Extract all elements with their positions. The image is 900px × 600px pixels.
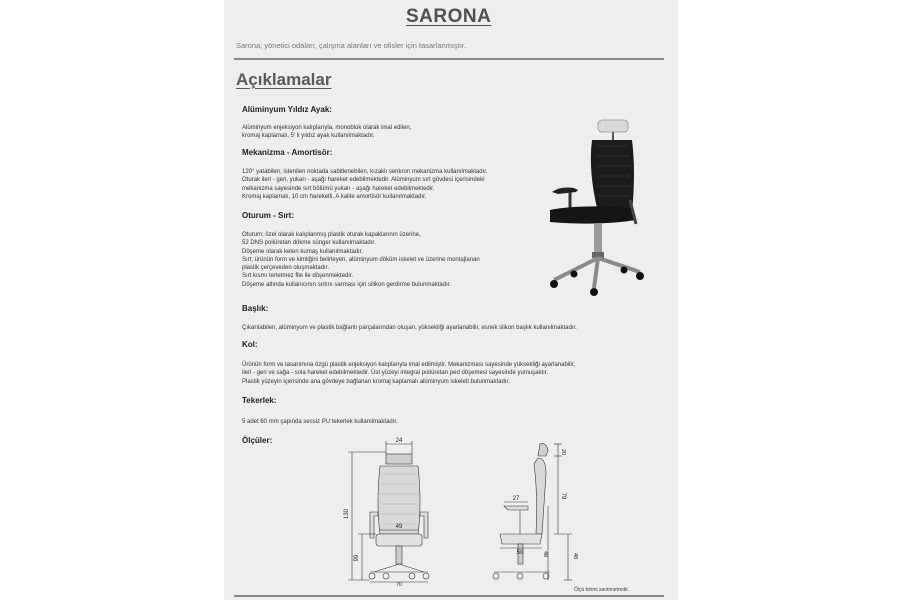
section-title-headrest: Başlık:: [242, 304, 269, 313]
dim-armrest-depth: 27: [512, 496, 520, 502]
section-line: Döşeme olarak keten kumaş kullanılmaktadır.: [242, 248, 364, 255]
side-view-drawing: [480, 434, 590, 586]
dim-arm-height: 48: [542, 550, 548, 558]
section-title-mechanism: Mekanizma - Amortisör:: [242, 148, 333, 157]
document-sheet: [224, 0, 678, 600]
section-line: Ürünün form ve tasarımına özgü plastik enjeksiyon kalıplarıyla imal edilmiştir. Mekanizması sayesinde yüksekliği ayarlanabilir,: [242, 362, 576, 368]
dim-back-height: 79: [560, 492, 566, 500]
dim-seat-width: 49: [395, 524, 403, 530]
section-body-mechanism: [242, 168, 488, 201]
section-line: Oturum; özel olarak kalıplanmış plastik oturak kapaklarının üzerine,: [242, 232, 421, 238]
dim-seat-height: 99: [354, 554, 360, 562]
section-body-casters: [242, 418, 398, 426]
top-divider: [234, 58, 664, 60]
section-body-armrest: [242, 361, 575, 386]
dim-seat-to-floor: 48: [572, 552, 578, 560]
section-line: mekanizma sayesinde sırt bölümü yukarı - aşağı hareket edebilmektedir.: [242, 185, 435, 192]
section-line: Kromaj kaplamalı, 10 cm hareketli, A kalite amortisör kullanılmaktadır.: [242, 193, 427, 200]
section-line: 5 adet 60 mm çapında sessiz PU tekerlek kullanılmaktadır.: [242, 419, 398, 425]
section-title-seat-back: Oturum - Sırt:: [242, 211, 294, 220]
chair-photo: [540, 112, 650, 302]
section-body-star-base: [242, 124, 411, 141]
section-line: 52 DNS poliüretan dökme sünger kullanılmaktadır.: [242, 240, 376, 247]
section-body-headrest: [242, 324, 577, 332]
descriptions-heading: Açıklamalar: [236, 70, 332, 89]
section-title-dimensions: Ölçüler:: [242, 436, 273, 445]
section-title-casters: Tekerlek:: [242, 396, 277, 405]
section-line: Oturak ileri - geri, yukarı - aşağı hareket edebilmektedir. Alüminyum sırt gövdesi içerisindeki: [242, 177, 485, 184]
section-line: ileri - geri ve sağa - sola hareket edebilmektedir. Üst yüzeyi integral poliüretan ped döşemesi sayesinde yumuşaktır.: [242, 370, 549, 377]
dim-seat-depth: 50: [516, 550, 524, 556]
section-line: Çıkarılabilen, alüminyum ve plastik bağlantı parçalarından oluşan, yüksekliği ayarlanabilir, esnek slikon başlık kullanılmaktadır.: [242, 325, 577, 331]
dim-top-width: 24: [395, 438, 403, 444]
product-title: SARONA: [406, 6, 492, 27]
unit-note: Ölçü birimi santimetredir.: [574, 587, 630, 593]
section-line: Sırt; ürünün form ve kimliğini belirleyen, alüminyum döküm iskelet ve üzerine montajlanan: [242, 256, 480, 263]
dim-headrest: 20: [560, 448, 566, 456]
bottom-divider: [234, 595, 664, 597]
section-line: kromaj kaplamalı, 5' li yıldız ayak kullanılmaktadır.: [242, 133, 375, 140]
front-view-drawing: [334, 434, 459, 586]
section-line: 120° yatabilen, istenilen noktada sabitlenebilen, kızaklı senkron mekanizma kullanılmaktadır.: [242, 169, 488, 175]
section-line: Alüminyum enjeksiyon kalıplarıyla, monoblok olarak imal edilen,: [242, 125, 412, 131]
section-title-star-base: Alüminyum Yıldız Ayak:: [242, 105, 332, 114]
dim-total-height: 130: [344, 508, 350, 520]
section-line: plastik çerçeveden oluşmaktadır.: [242, 265, 330, 272]
section-line: Plastik yüzeyin içerisinde ana gövdeye bağlanan kromaj kaplamalı alüminyum iskeleti bulunmaktadır.: [242, 378, 510, 385]
section-body-seat-back: [242, 231, 480, 289]
section-title-armrest: Kol:: [242, 340, 258, 349]
dim-base-width: 70: [396, 582, 402, 586]
section-line: Sırt kısmı terletmez file ile döşenmektedir.: [242, 273, 354, 280]
product-subtitle: Sarona; yönetici odaları, çalışma alanları ve ofisler için tasarlanmıştır.: [236, 41, 467, 50]
section-line: Döşeme altında kullanıcının sırtını sarması için silikon gerdirme bulunmaktadır.: [242, 281, 452, 288]
